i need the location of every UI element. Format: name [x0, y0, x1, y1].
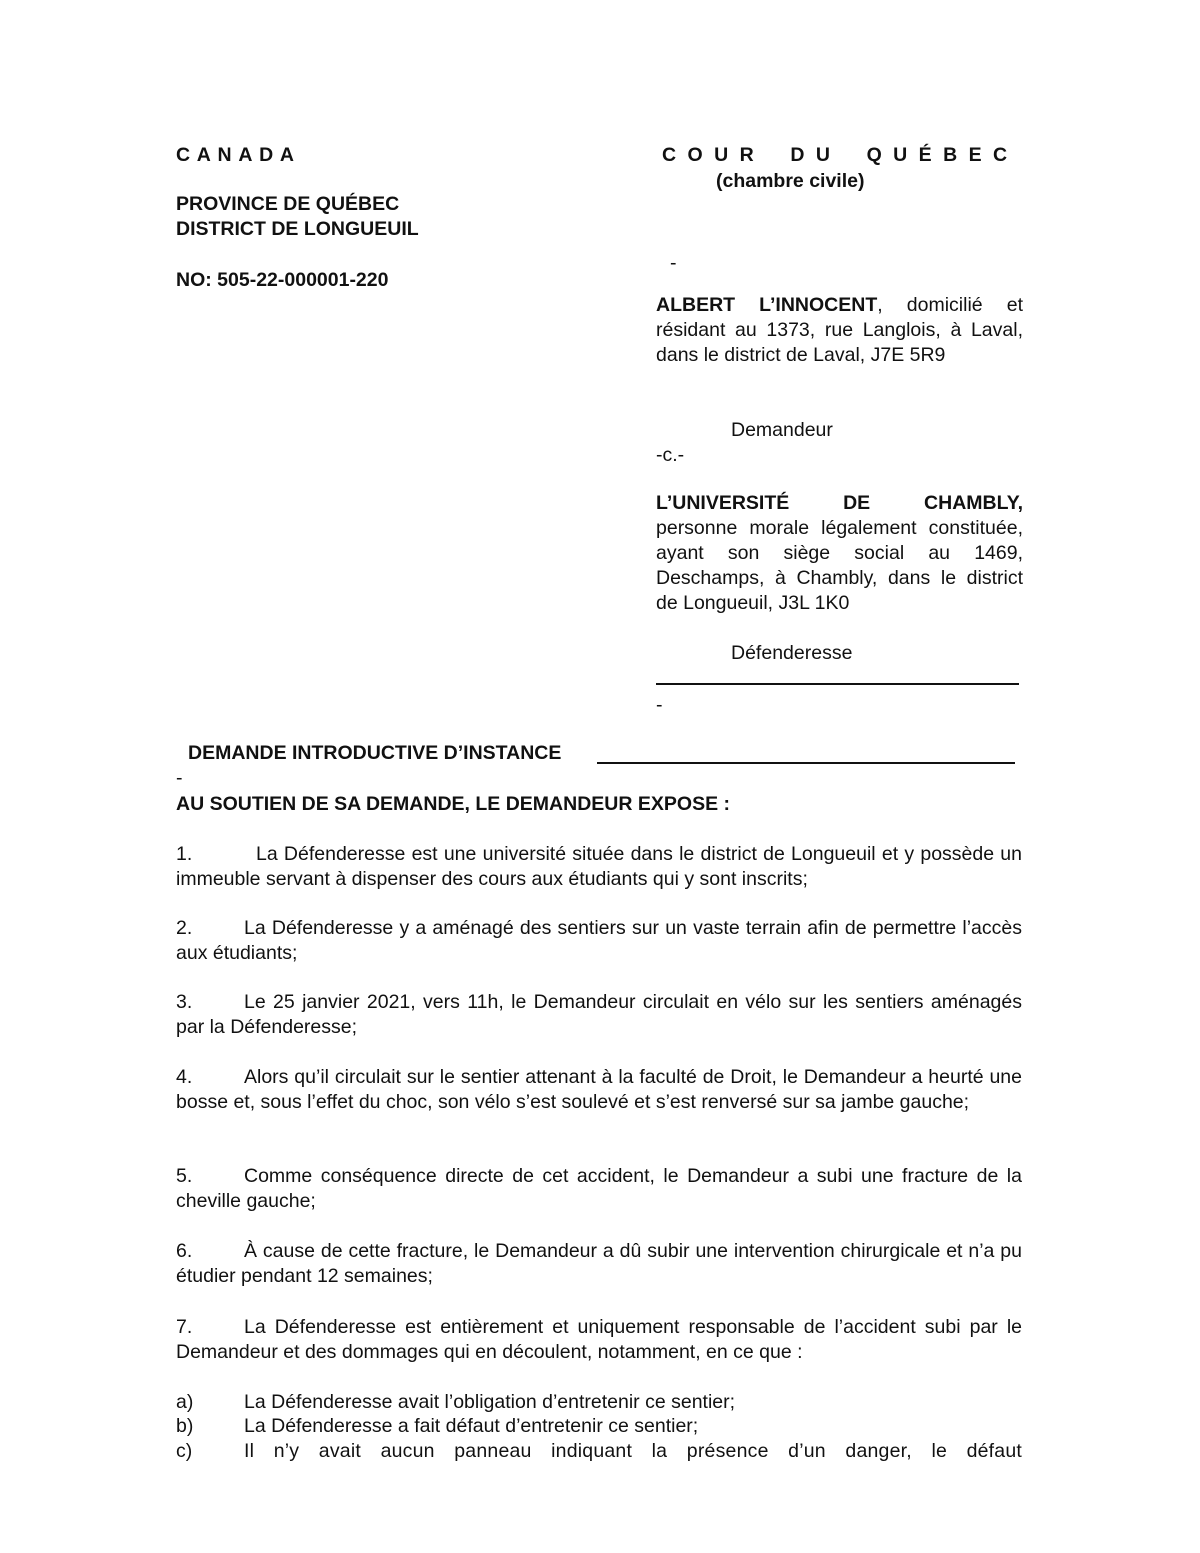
paragraph-number: 5. — [176, 1165, 193, 1187]
sub-item-text: La Défenderesse a fait défaut d’entretenir ce sentier; — [244, 1415, 699, 1437]
separator-dash: - — [670, 252, 677, 274]
paragraph-2 — [176, 916, 1022, 966]
paragraph-number: 1. — [176, 843, 193, 865]
district-heading: DISTRICT DE LONGUEUIL — [176, 218, 419, 240]
paragraph-text: La Défenderesse est entièrement et uniquement responsable de l’accident subi par le Demandeur et des dommages qui en découlent, notamment, en ce que : — [176, 1316, 1022, 1363]
paragraph-number: 3. — [176, 991, 193, 1013]
sub-item-label: b) — [176, 1415, 194, 1437]
sub-item-c — [176, 1439, 1022, 1464]
file-number: NO: 505-22-000001-220 — [176, 269, 389, 291]
header-rule — [656, 683, 1019, 685]
sub-item-a — [176, 1390, 1022, 1415]
paragraph-text: Alors qu’il circulait sur le sentier attenant à la faculté de Droit, le Demandeur a heurté une bosse et, sous l’effet du choc, son vélo s’est soulevé et s’est renversé sur sa jambe gauche; — [176, 1066, 1022, 1113]
separator-dash-2: - — [656, 694, 663, 716]
sub-item-label: c) — [176, 1440, 193, 1462]
paragraph-6 — [176, 1239, 1022, 1289]
sub-item-text: La Défenderesse avait l’obligation d’entretenir ce sentier; — [244, 1391, 736, 1413]
paragraph-1 — [176, 842, 1022, 892]
intro-statement: AU SOUTIEN DE SA DEMANDE, LE DEMANDEUR EXPOSE : — [176, 793, 730, 815]
paragraph-5 — [176, 1164, 1022, 1214]
paragraph-text: Le 25 janvier 2021, vers 11h, le Demandeur circulait en vélo sur les sentiers aménagés par la Défenderesse; — [176, 991, 1022, 1038]
title-dash: - — [176, 767, 183, 789]
country-heading: C A N A D A — [176, 144, 295, 166]
defendant-name: L’UNIVERSITÉ DE CHAMBLY, — [656, 492, 1023, 514]
document-title: DEMANDE INTRODUCTIVE D’INSTANCE — [188, 742, 562, 764]
plaintiff-address: , domicilié et résidant au 1373, rue Langlois, à Laval, dans le district de Laval, J7E 5R9 — [656, 294, 1023, 366]
defendant-address: personne morale légalement constituée, ayant son siège social au 1469, Deschamps, à Chambly, dans le district de Longueuil, J3L 1K0 — [656, 517, 1023, 614]
paragraph-text: La Défenderesse y a aménagé des sentiers sur un vaste terrain afin de permettre l’accès aux étudiants; — [176, 917, 1022, 964]
sub-item-label: a) — [176, 1391, 194, 1413]
title-rule — [597, 762, 1015, 764]
paragraph-number: 6. — [176, 1240, 193, 1262]
sub-item-text: Il n’y avait aucun panneau indiquant la présence d’un danger, le défaut — [244, 1440, 1022, 1462]
paragraph-7 — [176, 1315, 1022, 1365]
paragraph-3 — [176, 990, 1022, 1040]
paragraph-number: 2. — [176, 917, 193, 939]
sub-item-b — [176, 1414, 1022, 1439]
paragraph-number: 7. — [176, 1316, 193, 1338]
paragraph-text: La Défenderesse est une université située dans le district de Longueuil et y possède un immeuble servant à dispenser des cours aux étudiants qui y sont inscrits; — [176, 843, 1022, 890]
plaintiff-role: Demandeur — [731, 419, 833, 441]
province-heading: PROVINCE DE QUÉBEC — [176, 193, 400, 215]
paragraph-text: À cause de cette fracture, le Demandeur a dû subir une intervention chirurgicale et n’a pu étudier pendant 12 semaines; — [176, 1240, 1022, 1287]
court-heading: C O U R D U Q U É B E C — [662, 144, 1011, 166]
defendant-role: Défenderesse — [731, 642, 853, 664]
chamber-heading: (chambre civile) — [716, 170, 865, 192]
plaintiff-block — [656, 293, 1023, 368]
paragraph-number: 4. — [176, 1066, 193, 1088]
paragraph-4 — [176, 1065, 1022, 1115]
versus-label: -c.- — [656, 444, 685, 466]
paragraph-text: Comme conséquence directe de cet accident, le Demandeur a subi une fracture de la cheville gauche; — [176, 1165, 1022, 1212]
plaintiff-name: ALBERT L’INNOCENT — [656, 294, 878, 316]
